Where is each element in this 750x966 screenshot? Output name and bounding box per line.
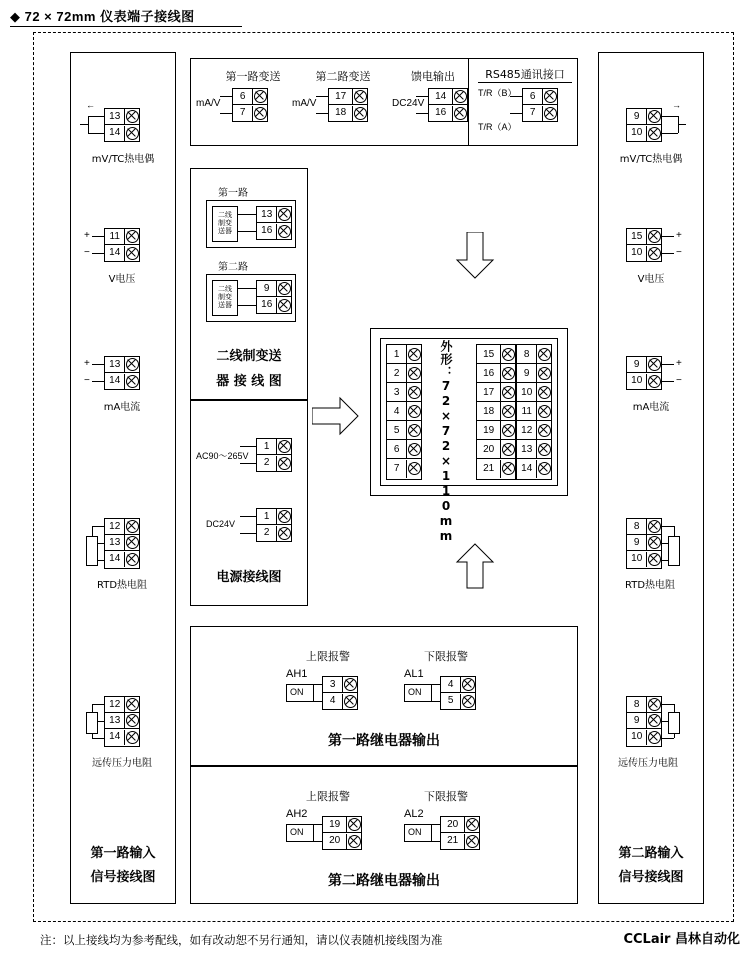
screw-icon bbox=[124, 730, 139, 745]
device-model-text: 外形：72×72×110mm bbox=[439, 340, 453, 544]
relay2-low-label: 下限报警 bbox=[424, 790, 468, 803]
device-right-terminals bbox=[516, 344, 552, 480]
screw-icon bbox=[460, 677, 475, 692]
relay2-high-label: 上限报警 bbox=[306, 790, 350, 803]
screw-icon bbox=[406, 364, 421, 382]
terminal-number: 14 bbox=[109, 731, 121, 742]
left-item-label: RTD热电阻 bbox=[96, 580, 148, 591]
screw-icon bbox=[406, 345, 421, 363]
relay2-high-tag: AH2 bbox=[286, 808, 308, 820]
terminal-number: 14 bbox=[109, 375, 121, 386]
terminal-number: 19 bbox=[329, 818, 341, 830]
screw-icon bbox=[542, 106, 557, 121]
screw-icon bbox=[646, 126, 661, 141]
terminal-number: 16 bbox=[261, 225, 273, 236]
terminal-number: 14 bbox=[435, 90, 447, 102]
terminal-number: 14 bbox=[109, 553, 121, 564]
screw-icon bbox=[646, 229, 661, 244]
terminal-number: 4 bbox=[329, 695, 336, 706]
screw-icon bbox=[124, 697, 139, 712]
terminal-number: 10 bbox=[521, 386, 533, 398]
terminal-number: 9 bbox=[633, 714, 640, 726]
terminal-number: 13 bbox=[109, 714, 121, 726]
brand-logo: CCLair 昌林自动化 bbox=[623, 932, 740, 947]
terminal-number: 3 bbox=[393, 386, 400, 398]
right-column-heading-1: 第二路输入 bbox=[618, 846, 684, 861]
relay1-low-on-label: ON bbox=[408, 687, 422, 697]
right-item-label: RTD热电阻 bbox=[624, 580, 676, 591]
screw-icon bbox=[124, 357, 139, 372]
terminal-number: 20 bbox=[447, 818, 459, 830]
screw-icon bbox=[646, 535, 661, 550]
screw-icon bbox=[452, 89, 467, 104]
screw-icon bbox=[646, 730, 661, 745]
power-dc-label: DC24V bbox=[206, 519, 236, 529]
arrow-up-icon bbox=[455, 542, 495, 590]
relay1-caption: 第一路继电器输出 bbox=[328, 733, 440, 749]
screw-icon bbox=[500, 383, 515, 401]
left-column-heading-1: 第一路输入 bbox=[90, 846, 156, 861]
device-left-terminals bbox=[386, 344, 422, 480]
screw-icon bbox=[646, 519, 661, 534]
terminal-number: 21 bbox=[447, 835, 459, 846]
terminal-number: 4 bbox=[393, 405, 400, 417]
screw-icon bbox=[536, 364, 551, 382]
terminal-number: 14 bbox=[109, 247, 121, 258]
screw-icon bbox=[276, 509, 291, 524]
screw-icon bbox=[500, 364, 515, 382]
screw-icon bbox=[352, 106, 367, 121]
ch1-transmit-label: 第一路变送 bbox=[225, 70, 281, 83]
relay1-high-tag: AH1 bbox=[286, 668, 308, 680]
terminal-number: 13 bbox=[109, 110, 121, 122]
screw-icon bbox=[646, 713, 661, 728]
rs485-bottom-side: T/R（A） bbox=[478, 122, 517, 132]
right-column-box bbox=[598, 52, 704, 904]
rs485-label: RS485通讯接口 bbox=[485, 68, 565, 81]
right-item-label: mA电流 bbox=[632, 402, 670, 413]
relay2-caption: 第二路继电器输出 bbox=[328, 873, 440, 889]
screw-icon bbox=[536, 440, 551, 458]
terminal-number: 1 bbox=[263, 510, 270, 522]
screw-icon bbox=[646, 374, 661, 389]
ch2-transmit-label: 第二路变送 bbox=[315, 70, 371, 83]
relay2-low-tag: AL2 bbox=[404, 808, 424, 820]
terminal-number: 1 bbox=[263, 440, 270, 452]
terminal-number: 17 bbox=[335, 90, 347, 102]
power-title: 电源接线图 bbox=[216, 570, 282, 585]
terminal-number: 4 bbox=[447, 678, 454, 690]
terminal-number: 16 bbox=[261, 299, 273, 310]
screw-icon bbox=[124, 519, 139, 534]
title-underline bbox=[10, 26, 242, 27]
screw-icon bbox=[124, 246, 139, 261]
screw-icon bbox=[536, 421, 551, 439]
two-wire-device-1: 二线 制变 送器 bbox=[212, 206, 238, 242]
terminal-number: 13 bbox=[521, 443, 533, 455]
screw-icon bbox=[252, 106, 267, 121]
screw-icon bbox=[124, 552, 139, 567]
terminal-number: 7 bbox=[239, 107, 246, 118]
screw-icon bbox=[276, 526, 291, 541]
terminal-number: 10 bbox=[631, 375, 643, 386]
right-item-label: V电压 bbox=[637, 274, 665, 285]
screw-icon bbox=[276, 439, 291, 454]
terminal-number: 9 bbox=[633, 536, 640, 548]
relay1-low-label: 下限报警 bbox=[424, 650, 468, 663]
device-mid-terminals bbox=[476, 344, 516, 480]
terminal-number: 14 bbox=[521, 463, 533, 474]
terminal-number: 18 bbox=[335, 107, 347, 118]
terminal-number: 21 bbox=[483, 463, 495, 474]
screw-icon bbox=[276, 298, 291, 313]
terminal-number: 8 bbox=[633, 520, 640, 532]
feed-output-label: 馈电输出 bbox=[411, 70, 455, 83]
right-column-heading-2: 信号接线图 bbox=[618, 870, 684, 885]
terminal-number: 17 bbox=[483, 386, 495, 398]
terminal-number: 15 bbox=[483, 348, 495, 360]
screw-icon bbox=[276, 207, 291, 222]
screw-icon bbox=[124, 713, 139, 728]
screw-icon bbox=[124, 109, 139, 124]
screw-icon bbox=[124, 229, 139, 244]
two-wire-title-2: 器 接 线 图 bbox=[216, 374, 282, 389]
rs485-top-side: T/R（B） bbox=[478, 88, 517, 98]
screw-icon bbox=[500, 345, 515, 363]
screw-icon bbox=[460, 694, 475, 709]
screw-icon bbox=[536, 383, 551, 401]
screw-icon bbox=[124, 126, 139, 141]
screw-icon bbox=[346, 817, 361, 832]
terminal-number: 12 bbox=[521, 424, 533, 436]
screw-icon bbox=[406, 402, 421, 420]
terminal-number: 1 bbox=[393, 348, 400, 360]
resistor-symbol bbox=[668, 712, 680, 734]
two-wire-device-2: 二线 制变 送器 bbox=[212, 280, 238, 316]
screw-icon bbox=[406, 421, 421, 439]
screw-icon bbox=[252, 89, 267, 104]
screw-icon bbox=[536, 460, 551, 478]
left-item-label: mA电流 bbox=[103, 402, 141, 413]
relay2-low-on-label: ON bbox=[408, 827, 422, 837]
resistor-symbol bbox=[668, 536, 680, 566]
terminal-number: 11 bbox=[521, 405, 532, 417]
terminal-number: 2 bbox=[393, 367, 400, 379]
terminal-number: 6 bbox=[529, 90, 536, 102]
screw-icon bbox=[342, 694, 357, 709]
terminal-number: 7 bbox=[529, 107, 536, 118]
terminal-number: 16 bbox=[435, 107, 447, 118]
screw-icon bbox=[276, 456, 291, 471]
screw-icon bbox=[646, 697, 661, 712]
terminal-number: 18 bbox=[483, 405, 495, 417]
terminal-number: 6 bbox=[393, 443, 400, 455]
power-ac-label: AC90～265V bbox=[196, 451, 249, 461]
two-wire-ch2-label: 第二路 bbox=[218, 262, 248, 273]
terminal-number: 2 bbox=[263, 457, 270, 468]
terminal-number: 9 bbox=[523, 367, 530, 379]
screw-icon bbox=[342, 677, 357, 692]
terminal-number: 7 bbox=[393, 463, 400, 474]
terminal-number: 14 bbox=[109, 127, 121, 138]
terminal-number: 8 bbox=[523, 348, 530, 360]
screw-icon bbox=[646, 552, 661, 567]
terminal-number: 3 bbox=[329, 678, 336, 690]
screw-icon bbox=[646, 357, 661, 372]
terminal-number: 13 bbox=[109, 358, 121, 370]
ch2-transmit-side: mA/V bbox=[292, 98, 317, 109]
relay1-low-tag: AL1 bbox=[404, 668, 424, 680]
screw-icon bbox=[406, 460, 421, 478]
terminal-number: 11 bbox=[109, 230, 120, 242]
screw-icon bbox=[276, 224, 291, 239]
terminal-number: 9 bbox=[633, 110, 640, 122]
screw-icon bbox=[124, 374, 139, 389]
screw-icon bbox=[500, 440, 515, 458]
two-wire-title-1: 二线制变送 bbox=[216, 349, 282, 364]
screw-icon bbox=[276, 281, 291, 296]
ch1-transmit-side: mA/V bbox=[196, 98, 221, 109]
screw-icon bbox=[352, 89, 367, 104]
terminal-number: 2 bbox=[263, 527, 270, 538]
terminal-number: 10 bbox=[631, 127, 643, 138]
terminal-number: 20 bbox=[329, 835, 341, 846]
terminal-number: 13 bbox=[261, 208, 273, 220]
terminal-number: 12 bbox=[109, 698, 121, 710]
screw-icon bbox=[500, 460, 515, 478]
terminal-number: 13 bbox=[109, 536, 121, 548]
terminal-number: 10 bbox=[631, 553, 643, 564]
right-item-label: mV/TC热电偶 bbox=[619, 154, 683, 165]
terminal-number: 12 bbox=[109, 520, 121, 532]
footnote: 注：以上接线均为参考配线，如有改动恕不另行通知，请以仪表随机接线图为准 bbox=[40, 933, 443, 947]
relay1-high-label: 上限报警 bbox=[306, 650, 350, 663]
screw-icon bbox=[346, 834, 361, 849]
arrow-down-icon bbox=[455, 232, 495, 280]
left-item-label: V电压 bbox=[108, 274, 136, 285]
terminal-number: 8 bbox=[633, 698, 640, 710]
resistor-symbol bbox=[86, 536, 98, 566]
terminal-number: 10 bbox=[631, 731, 643, 742]
left-column-heading-2: 信号接线图 bbox=[90, 870, 156, 885]
screw-icon bbox=[646, 109, 661, 124]
terminal-number: 9 bbox=[263, 282, 270, 294]
terminal-number: 10 bbox=[631, 247, 643, 258]
terminal-number: 19 bbox=[483, 424, 495, 436]
terminal-number: 5 bbox=[447, 695, 454, 706]
terminal-number: 20 bbox=[483, 443, 495, 455]
terminal-number: 9 bbox=[633, 358, 640, 370]
screw-icon bbox=[536, 345, 551, 363]
two-wire-ch1-label: 第一路 bbox=[218, 188, 248, 199]
terminal-number: 5 bbox=[393, 424, 400, 436]
screw-icon bbox=[452, 106, 467, 121]
relay1-high-on-label: ON bbox=[290, 687, 304, 697]
terminal-number: 16 bbox=[483, 367, 495, 379]
screw-icon bbox=[406, 440, 421, 458]
screw-icon bbox=[646, 246, 661, 261]
terminal-number: 15 bbox=[631, 230, 643, 242]
arrow-right-icon bbox=[312, 396, 360, 436]
relay2-high-on-label: ON bbox=[290, 827, 304, 837]
screw-icon bbox=[464, 834, 479, 849]
screw-icon bbox=[500, 402, 515, 420]
screw-icon bbox=[406, 383, 421, 401]
right-item-label: 远传压力电阻 bbox=[618, 758, 678, 769]
resistor-symbol bbox=[86, 712, 98, 734]
screw-icon bbox=[124, 535, 139, 550]
feed-output-side: DC24V bbox=[392, 98, 425, 109]
left-column-box bbox=[70, 52, 176, 904]
screw-icon bbox=[536, 402, 551, 420]
left-item-label: 远传压力电阻 bbox=[92, 758, 152, 769]
page-title: ◆ 72 × 72mm 仪表端子接线图 bbox=[10, 9, 195, 24]
terminal-number: 6 bbox=[239, 90, 246, 102]
screw-icon bbox=[542, 89, 557, 104]
left-item-label: mV/TC热电偶 bbox=[91, 154, 155, 165]
screw-icon bbox=[464, 817, 479, 832]
screw-icon bbox=[500, 421, 515, 439]
